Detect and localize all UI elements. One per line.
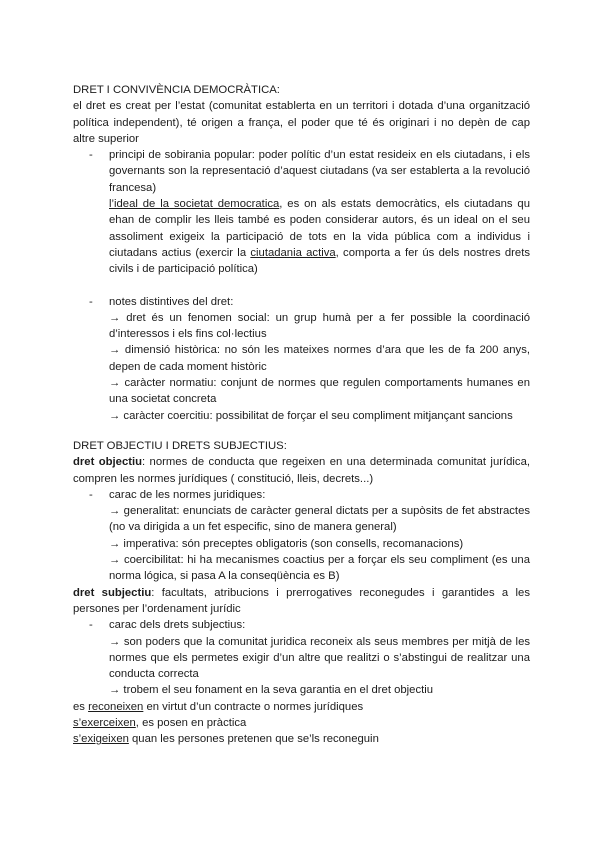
dret-subjectiu-def: : facultats, atribucions i prerrogatives reconegudes i garantides a les persones per l’ordenament jurídic [73,586,530,615]
section-title-dret-objectiu: DRET OBJECTIU I DRETS SUBJECTIUS: [73,439,287,452]
carac-dret-item: → trobem el seu fonament en la seva garantia en el dret objectiu [109,684,434,697]
list-item-carac-drets [89,617,530,698]
list-item-sobirania [89,147,530,277]
ideal-text-part1: , es on als estats democràtics, els ciutadans qu ehan de complir les lleis també es poden considerar autors, és un ideal on el seu assoliment exigeix la participació de tots en la vida pública com a individus i ciutadans actius (exercir la [109,198,530,259]
exigeixen-term: s’exigeixen [73,733,129,746]
dret-subjectiu-term: dret subjectiu [73,586,152,599]
exigeixen-rest: quan les persones pretenen que se’ls reconeguin [128,733,379,746]
bullet-dash: - [89,488,93,501]
notes-distintives-label: notes distintives del dret: [109,295,234,308]
bullet-dash: - [89,149,93,162]
note-item: → caràcter coercitiu: possibilitat de forçar el seu compliment mitjançant sancions [109,409,513,422]
reconeixen-rest: en virtut d’un contracte o normes jurídiques [143,700,364,713]
reconeixen-term: reconeixen [88,700,144,713]
list-item-notes-distintives [89,294,530,424]
carac-item: → coercibilitat: hi ha mecanismes coactius per a forçar els seu compliment (es una norma lógica, si pasa A la conseqüència es B) [109,554,530,583]
reconeixen-prefix: es [73,700,89,713]
carac-drets-label: carac dels drets subjectius: [109,619,246,632]
note-item: → dimensió històrica: no són les mateixes normes d’ara que les de fa 200 anys, depen de cada moment històric [109,344,530,373]
line-exigeixen [73,731,530,747]
ciutadania-activa-term: ciutadania activa [250,246,336,259]
intro-paragraph: el dret es creat per l’estat (comunitat establerta en un territori i dotada d’una organització política independent), té origen a frança, el poder que té és originari i no depèn de cap altre superior [73,100,530,145]
dret-subjectiu-definition [73,585,530,618]
bullet-dash: - [89,295,93,308]
carac-normes-label: carac de les normes juridiques: [109,488,266,501]
carac-dret-item: → son poders que la comunitat juridica reconeix als seus membres per mitjà de les normes que els permetes exigir d’un altre que realitzi o s’abstingui de realitzar una conducta correcta [109,635,530,681]
dret-objectiu-definition [73,454,530,487]
line-reconeixen [73,699,530,715]
line-exerceixen [73,715,530,731]
dret-objectiu-def: : normes de conducta que regeixen en una determinada comunitat jurídica, compren les normes jurídiques ( constitució, lleis, decrets...) [73,456,530,485]
list-item-carac-normes [89,487,530,585]
exerceixen-rest: , es posen en pràctica [135,716,247,729]
ideal-term: l’ideal de la societat democratica [109,198,280,211]
note-item: → dret és un fenomen social: un grup humà per a fer possible la coordinació d’interessos i els fins col·lectius [109,311,530,341]
ideal-democratic-paragraph [109,196,530,277]
ideal-text-part2: , comporta a fer ús dels nostres drets civils i de participació política) [109,246,530,276]
exerceixen-term: s’exerceixen [73,716,136,729]
carac-item: → generalitat: enunciats de caràcter general dictats per a supòsits de fet abstractes (no va dirigida a un fet especific, sino de manera general) [109,505,530,534]
carac-item: → imperativa: són preceptes obligatoris (son consells, recomanacions) [109,537,464,550]
note-item: → caràcter normatiu: conjunt de normes que regulen comportaments humanes en una societat concreta [109,377,530,406]
dret-objectiu-term: dret objectiu [73,456,143,469]
sobirania-text: principi de sobirania popular: poder polític d’un estat resideix en els ciutadans, i els governants son la representació d’aquest ciutadans (va ser establerta a la revolució francesa) [109,149,530,194]
bullet-dash: - [89,619,93,632]
section-title-dret-convivencia: DRET I CONVIVÈNCIA DEMOCRÀTICA: [73,84,280,96]
